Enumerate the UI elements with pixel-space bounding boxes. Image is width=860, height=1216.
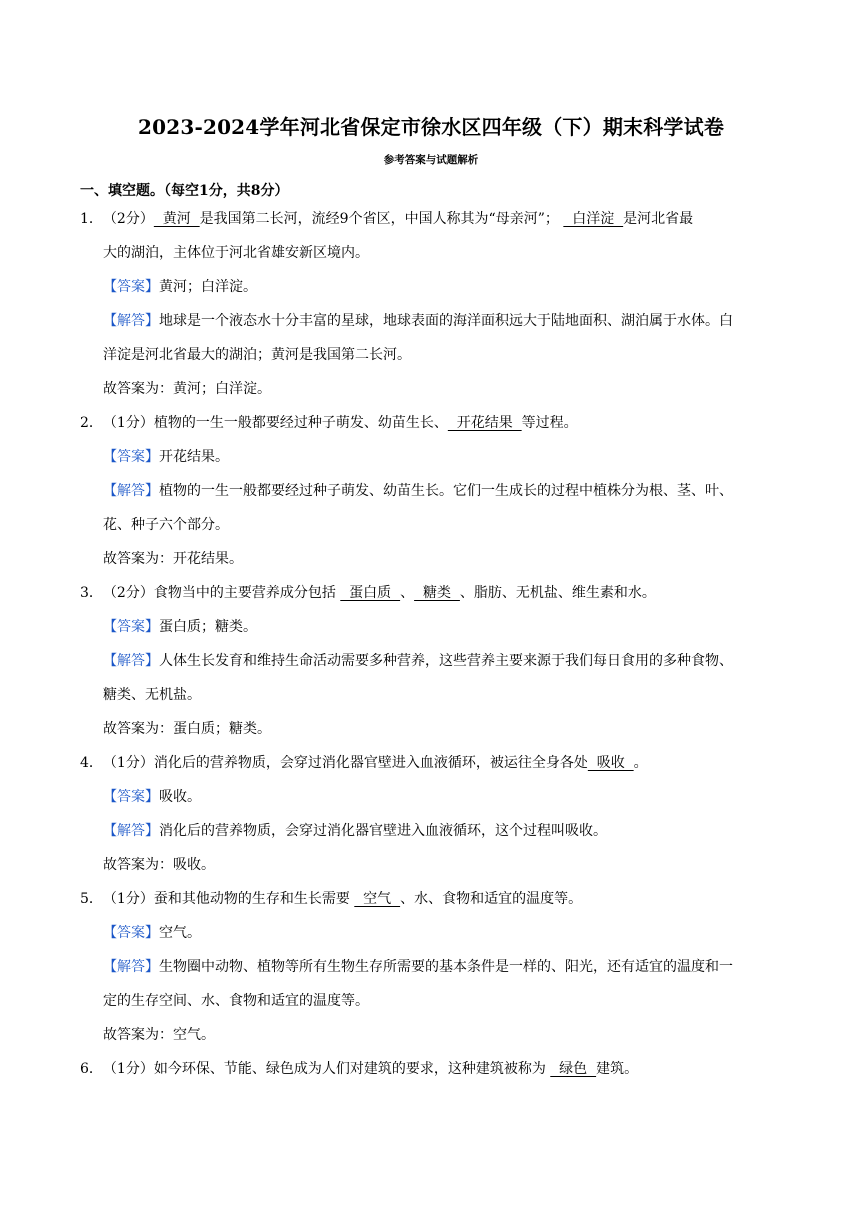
question-4-analysis: 【解答】消化后的营养物质，会穿过消化器官壁进入血液循环，这个过程叫吸收。 <box>103 823 607 839</box>
answer-blank: 蛋白质 <box>340 585 401 601</box>
question-2-answer: 【答案】开花结果。 <box>103 449 229 465</box>
answer-tag: 【答案】 <box>103 279 159 295</box>
question-4-stem: 4．（1分）消化后的营养物质，会穿过消化器官壁进入血液循环，被运往全身各处 吸收 。 <box>80 746 782 780</box>
question-1-stem: 1．（2分） 黄河 是我国第二长河，流经9个省区，中国人称其为“母亲河”； 白洋淀 是河北省最 <box>80 202 782 236</box>
question-5-stem: 5．（1分）蚕和其他动物的生存和生长需要 空气 、水、食物和适宜的温度等。 <box>80 882 782 916</box>
question-number: 6． <box>80 1061 103 1077</box>
section-heading: 一、填空题。（每空1分，共8分） <box>80 183 289 199</box>
analysis-tag: 【解答】 <box>103 483 159 499</box>
document-subtitle: 参考答案与试题解析 <box>383 154 479 166</box>
question-1-analysis-cont: 洋淀是河北省最大的湖泊；黄河是我国第二长河。 <box>103 347 411 363</box>
answer-blank: 白洋淀 <box>563 211 624 227</box>
question-number: 4． <box>80 755 103 771</box>
question-3-analysis: 【解答】人体生长发育和维持生命活动需要多种营养，这些营养主要来源于我们每日食用的多种食物、 <box>103 653 733 669</box>
question-3-answer: 【答案】蛋白质；糖类。 <box>103 619 257 635</box>
answer-blank: 吸收 <box>587 755 634 771</box>
answer-blank: 糖类 <box>414 585 460 601</box>
question-2-stem: 2．（1分）植物的一生一般都要经过种子萌发、幼苗生长、 开花结果 等过程。 <box>80 406 782 440</box>
answer-tag: 【答案】 <box>103 789 159 805</box>
question-3-stem: 3．（2分）食物当中的主要营养成分包括 蛋白质 、 糖类 、脂肪、无机盐、维生素和水。 <box>80 576 782 610</box>
answer-tag: 【答案】 <box>103 449 159 465</box>
answer-blank: 绿色 <box>550 1061 597 1077</box>
question-3-analysis-cont: 糖类、无机盐。 <box>103 687 201 703</box>
analysis-tag: 【解答】 <box>103 959 159 975</box>
question-5-analysis: 【解答】生物圈中动物、植物等所有生物生存所需要的基本条件是一样的、阳光，还有适宜的温度和一 <box>103 959 733 975</box>
answer-tag: 【答案】 <box>103 925 159 941</box>
question-2-analysis-cont: 花、种子六个部分。 <box>103 517 229 533</box>
analysis-tag: 【解答】 <box>103 823 159 839</box>
question-number: 1． <box>80 211 103 227</box>
document-title: 2023-2024学年河北省保定市徐水区四年级（下）期末科学试卷 <box>137 115 725 139</box>
question-2-final: 故答案为：开花结果。 <box>103 551 243 567</box>
question-6-stem: 6．（1分）如今环保、节能、绿色成为人们对建筑的要求，这种建筑被称为 绿色 建筑。 <box>80 1052 782 1086</box>
question-3-final: 故答案为：蛋白质；糖类。 <box>103 721 271 737</box>
question-1-analysis: 【解答】地球是一个液态水十分丰富的星球，地球表面的海洋面积远大于陆地面积、湖泊属于水体。白 <box>103 313 733 329</box>
question-5-answer: 【答案】空气。 <box>103 925 201 941</box>
answer-tag: 【答案】 <box>103 619 159 635</box>
question-5-final: 故答案为：空气。 <box>103 1027 215 1043</box>
question-number: 2． <box>80 415 103 431</box>
answer-blank: 黄河 <box>153 211 200 227</box>
question-number: 3． <box>80 585 103 601</box>
question-4-final: 故答案为：吸收。 <box>103 857 215 873</box>
question-4-answer: 【答案】吸收。 <box>103 789 201 805</box>
question-2-analysis: 【解答】植物的一生一般都要经过种子萌发、幼苗生长。它们一生成长的过程中植株分为根、茎、叶、 <box>103 483 733 499</box>
analysis-tag: 【解答】 <box>103 313 159 329</box>
analysis-tag: 【解答】 <box>103 653 159 669</box>
question-1-final: 故答案为：黄河；白洋淀。 <box>103 381 271 397</box>
question-1-stem-cont: 大的湖泊，主体位于河北省雄安新区境内。 <box>103 245 369 261</box>
question-number: 5． <box>80 891 103 907</box>
answer-blank: 开花结果 <box>447 415 522 431</box>
question-1-answer: 【答案】黄河；白洋淀。 <box>103 279 257 295</box>
question-5-analysis-cont: 定的生存空间、水、食物和适宜的温度等。 <box>103 993 369 1009</box>
answer-blank: 空气 <box>354 891 401 907</box>
